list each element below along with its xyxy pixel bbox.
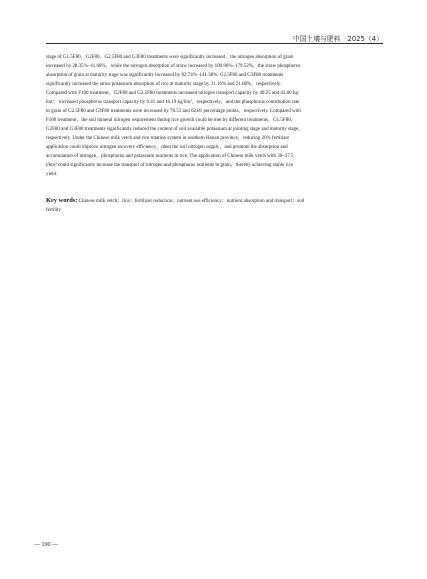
- abstract-line: stage of G1.5F80，G2F80，G2.5F80 and G3F80 treatments were significantly increased，the nitrogen absorption of grain: [46, 55, 294, 60]
- keywords-line: fertility: [46, 208, 61, 213]
- year-issue: 2025（4）: [347, 35, 383, 43]
- abstract-line: G2F80 and G3F80 treatments significantly reduced the content of soil available potassium at jointing stage and maturity stage，: [46, 127, 304, 132]
- abstract-line: absorption of grain at maturity stage was significantly increased by 82.74%–141.38%. G2.5F80 and G3F80 treatments: [46, 73, 284, 78]
- journal-name: 中国土壤与肥料: [292, 35, 341, 43]
- abstract-line: respectively. Under the Chinese milk vetch and rice rotation system in southern Henan province，reducing 20% fertilizer: [46, 136, 290, 141]
- abstract-line: yield.: [46, 172, 58, 177]
- abstract-line: F100 treatment，the soil mineral nitrogen requirement during rice growth could be met by different treatments，G1.5F80，: [46, 118, 296, 123]
- keywords-label: Key words:: [46, 197, 78, 204]
- abstract-line: significantly increased the straw potassium absorption of rice at maturity stage by 31.16% and 21.68%，respectively.: [46, 82, 282, 87]
- keywords-section: [46, 196, 383, 215]
- running-header: [293, 33, 383, 43]
- abstract-body: [46, 53, 383, 179]
- abstract-line: increased by 28.35%–41.68%，while the nitrogen absorption of straw increased by 100.96%–179.52%，the straw phosphorus: [46, 64, 301, 69]
- abstract-line: Compared with F100 treatment，G2F80 and G2.5F80 treatments increased nitrogen transport capacity by 40.25 and 43.00 kg/: [46, 91, 300, 96]
- page-number: — 190 —: [34, 542, 58, 548]
- abstract-line: hm²，increased phosphorus transport capacity by 9.41 and 16.19 kg/hm²，respectively，and the phosphorus contribution rate: [46, 100, 300, 105]
- abstract-line: accumulation of nitrogen，phosphorus and potassium nutrients in rice. The application of Chinese milk vetch with 30–37.5: [46, 154, 294, 159]
- abstract-line: to grain of G2.5F80 and G3F80 treatments were increased by 78.53 and 62.81 percentage points，respectively. Compared with: [46, 109, 301, 114]
- header-rule: [46, 43, 383, 44]
- abstract-line: t/hm² could significantly increase the transport of nitrogen and phosphorus nutrients in grain，thereby achieving stable rice: [46, 163, 294, 168]
- keywords-line: Chinese milk vetch；rice；fertilizer reduction；nutrient use efficiency；nutrient absorption and transport；soil: [78, 199, 305, 204]
- abstract-line: application could improve nitrogen recovery efficiency，meet the soil nitrogen supply，and promote the absorption and: [46, 145, 288, 150]
